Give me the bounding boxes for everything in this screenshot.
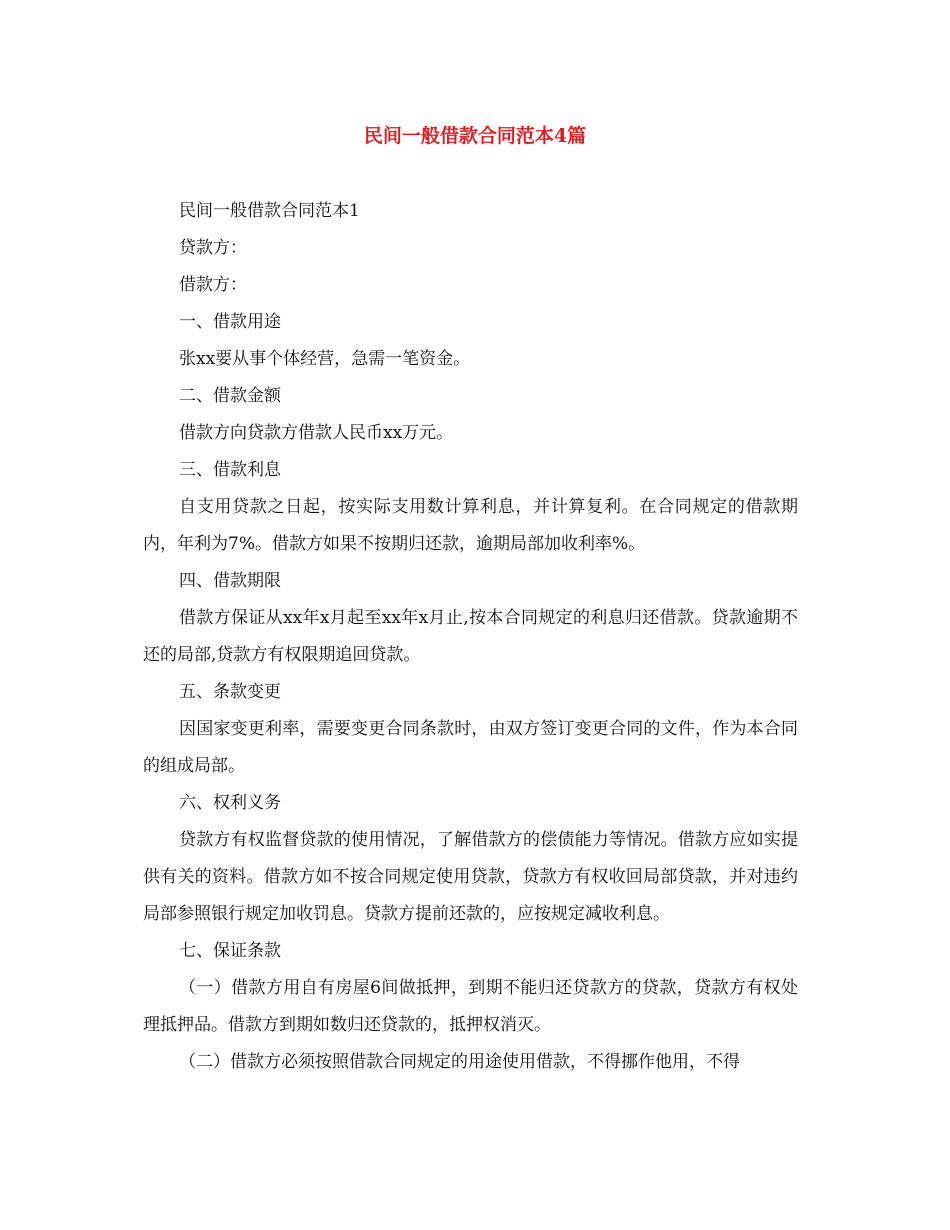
borrower-line: 借款方： [179,275,247,295]
section-heading: 六、权利义务 [179,793,281,813]
section-heading: 七、保证条款 [179,941,281,961]
section-text: 贷款方有权监督贷款的使用情况，了解借款方的偿债能力等情况。借款方应如实提供有关的资料。借款方如不按合同规定使用贷款，贷款方有权收回局部贷款，并对违约局部参照银行规定加收罚息。贷款方提前还款的，应按规定减收利息。 [143,830,798,924]
lender-line: 贷款方： [179,238,247,258]
contract-subtitle: 民间一般借款合同范本1 [179,201,360,221]
document-title: 民间一般借款合同范本4篇 [363,125,587,147]
section-text: 张xx要从事个体经营，急需一笔资金。 [179,349,471,369]
section-heading: 二、借款金额 [179,386,281,406]
section-text: 因国家变更利率，需要变更合同条款时，由双方签订变更合同的文件，作为本合同的组成局部。 [143,719,798,776]
document-body [143,193,798,1081]
section-text: 借款方向贷款方借款人民币xx万元。 [179,423,454,443]
section-heading: 五、条款变更 [179,682,281,702]
section-heading: 三、借款利息 [179,460,281,480]
section-text: 自支用贷款之日起，按实际支用数计算利息，并计算复利。在合同规定的借款期内，年利为7%。借款方如果不按期归还款，逾期局部加收利率%。 [143,497,798,554]
section-heading: 四、借款期限 [179,571,281,591]
section-text: （一）借款方用自有房屋6间做抵押，到期不能归还贷款方的贷款，贷款方有权处理抵押品。借款方到期如数归还贷款的，抵押权消灭。 [143,978,798,1035]
section-text: 借款方保证从xx年x月起至xx年x月止,按本合同规定的利息归还借款。贷款逾期不还的局部,贷款方有权限期追回贷款。 [143,608,798,665]
section-text: （二）借款方必须按照借款合同规定的用途使用借款，不得挪作他用，不得 [179,1052,740,1072]
section-heading: 一、借款用途 [179,312,281,332]
